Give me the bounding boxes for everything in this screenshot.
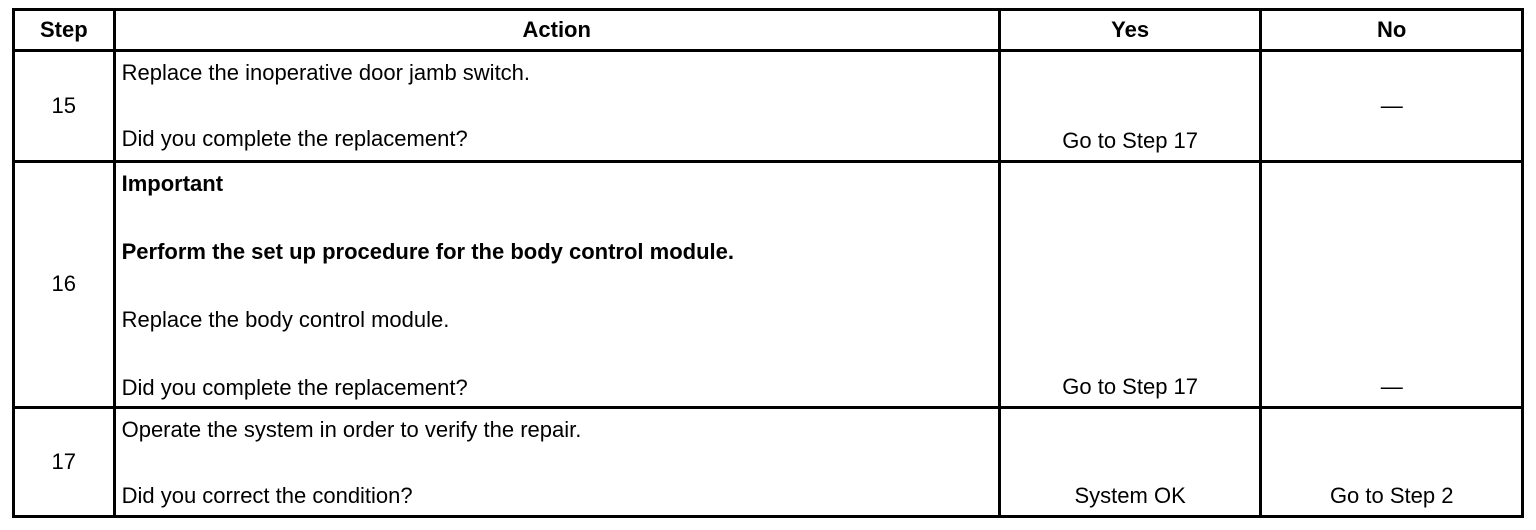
action-question: Did you correct the condition?: [121, 483, 413, 509]
yes-result: System OK: [999, 408, 1261, 517]
action-cell: [114, 161, 999, 407]
no-result: —: [1261, 161, 1523, 407]
diagnostic-table: [12, 8, 1524, 518]
no-result: Go to Step 2: [1261, 408, 1523, 517]
header-yes: Yes: [999, 10, 1261, 51]
step-number: 17: [14, 408, 115, 517]
action-cell: [114, 51, 999, 162]
table-row-step-16: [14, 161, 1523, 407]
action-cell: [114, 408, 999, 517]
action-question: Did you complete the replacement?: [121, 126, 468, 151]
step-number: 16: [14, 161, 115, 407]
header-action: Action: [114, 10, 999, 51]
header-step: Step: [14, 10, 115, 51]
no-result: —: [1261, 51, 1523, 162]
yes-result: Go to Step 17: [999, 161, 1261, 407]
important-note: Perform the set up procedure for the body control module.: [121, 238, 734, 264]
yes-result: Go to Step 17: [999, 51, 1261, 162]
header-no: No: [1261, 10, 1523, 51]
table-row-step-17: [14, 408, 1523, 517]
action-instruction: Operate the system in order to verify the repair.: [121, 417, 582, 443]
step-number: 15: [14, 51, 115, 162]
important-label: Important: [121, 170, 224, 196]
action-instruction: Replace the body control module.: [121, 306, 450, 332]
action-question: Did you complete the replacement?: [121, 374, 468, 400]
header-row: [14, 10, 1523, 51]
table-row-step-15: [14, 51, 1523, 162]
action-instruction: Replace the inoperative door jamb switch.: [121, 60, 531, 85]
